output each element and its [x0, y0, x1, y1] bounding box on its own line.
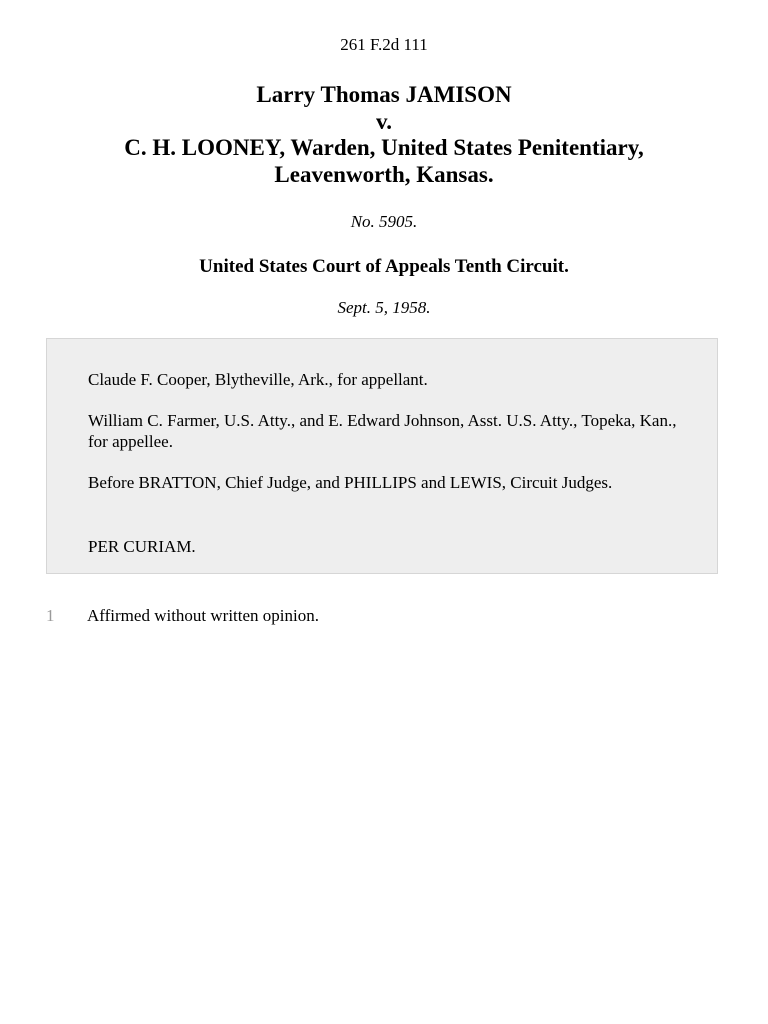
case-header-box — [46, 338, 718, 574]
case-title-appellant: Larry Thomas JAMISON — [256, 82, 512, 107]
docket-number: No. 5905. — [350, 212, 418, 231]
judicial-panel: Before BRATTON, Chief Judge, and PHILLIPS and LEWIS, Circuit Judges. — [88, 473, 613, 492]
court-name: United States Court of Appeals Tenth Circuit. — [199, 256, 569, 277]
case-title-versus: v. — [376, 108, 392, 134]
case-title-appellee: C. H. LOONEY, Warden, United States Penitentiary, — [124, 135, 644, 160]
case-title-appellee-location: Leavenworth, Kansas. — [274, 161, 494, 187]
case-title — [40, 82, 728, 188]
appellant-counsel: Claude F. Cooper, Blytheville, Ark., for appellant. — [88, 370, 428, 389]
decision-date: Sept. 5, 1958. — [337, 298, 431, 317]
paragraph-number: 1 — [46, 606, 55, 625]
case-citation: 261 F.2d 111 — [340, 35, 428, 54]
paragraph-text: Affirmed without written opinion. — [87, 606, 319, 625]
appellee-counsel: William C. Farmer, U.S. Atty., and E. Edward Johnson, Asst. U.S. Atty., Topeka, Kan., for appellee. — [88, 411, 677, 451]
per-curiam-label: PER CURIAM. — [88, 537, 196, 556]
opinion-paragraph — [0, 605, 768, 627]
